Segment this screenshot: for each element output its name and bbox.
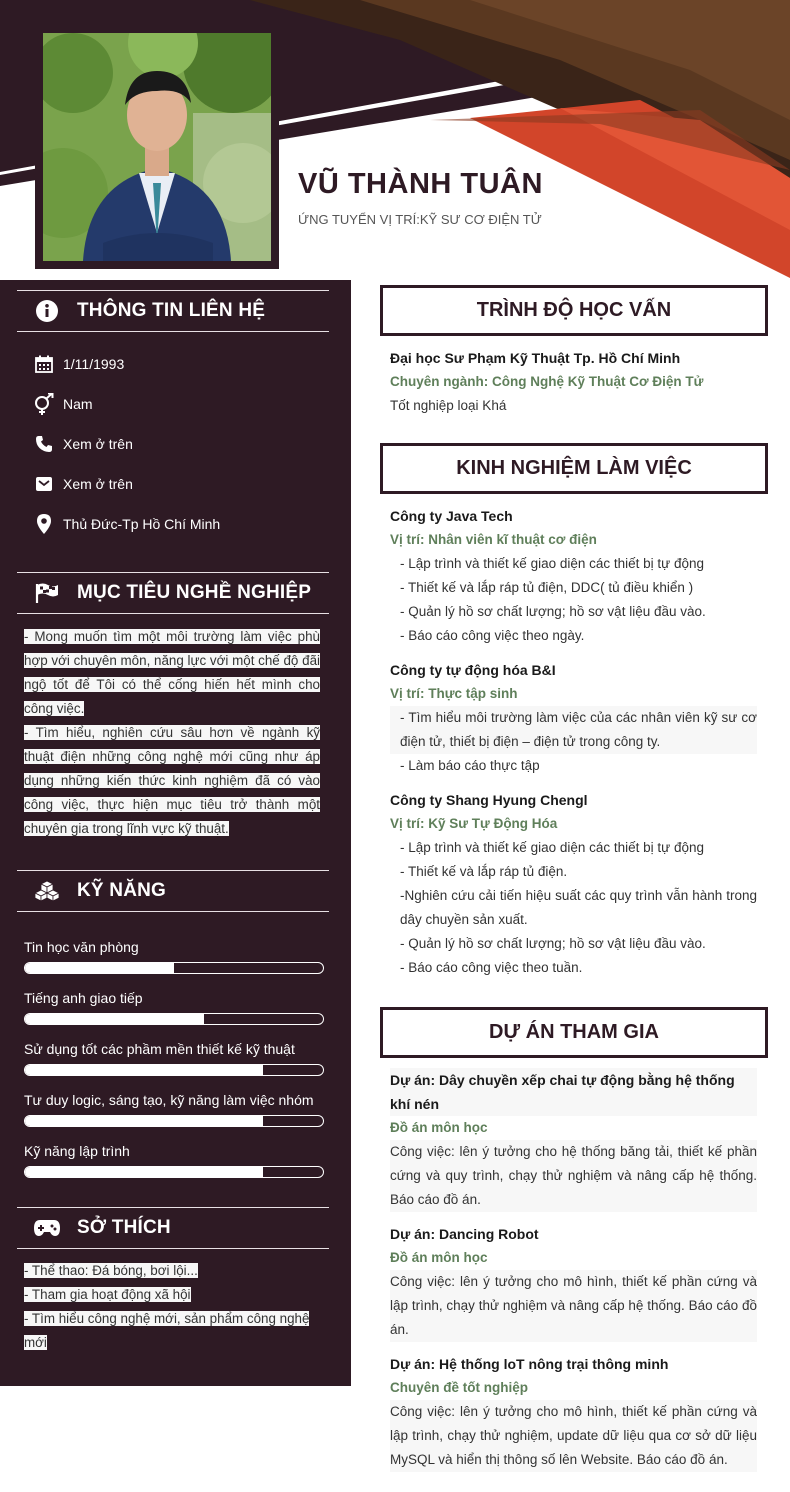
phone-text: Xem ở trên	[63, 436, 133, 452]
project-name: Dự án: Dây chuyền xếp chai tự động bằng hệ thống khí nén	[390, 1068, 757, 1116]
skill-name: Kỹ năng lập trình	[24, 1143, 130, 1159]
skill-name: Tin học văn phòng	[24, 939, 139, 955]
project-type: Đồ án môn học	[390, 1250, 488, 1265]
project-name: Dự án: Hệ thống loT nông trại thông minh	[390, 1356, 669, 1372]
task-item: - Tìm hiểu môi trường làm việc của các nhân viên kỹ sư cơ điện tử, thiết bị điện – điện tử trong công ty.	[390, 706, 757, 754]
projects-section-header: DỰ ÁN THAM GIA	[380, 1007, 768, 1058]
skill-item	[24, 1143, 324, 1178]
job-role: Vị trí: Kỹ Sư Tự Động Hóa	[390, 816, 558, 831]
task-list	[390, 552, 757, 648]
skill-name: Tư duy logic, sáng tạo, kỹ năng làm việc nhóm	[24, 1092, 314, 1108]
contact-birthday	[32, 352, 124, 376]
flag-icon	[32, 578, 62, 608]
skill-bar-fill	[25, 1014, 204, 1024]
contact-section-title: THÔNG TIN LIÊN HỆ	[77, 300, 266, 321]
objective-text	[24, 625, 320, 841]
skill-item	[24, 1041, 324, 1076]
contact-section-header	[17, 290, 329, 332]
task-item: -Nghiên cứu cải tiến hiệu suất các quy trình vẫn hành trong dây chuyền sản xuất.	[400, 888, 757, 927]
cubes-icon	[32, 876, 62, 906]
hobbies-section-title: SỞ THÍCH	[77, 1217, 171, 1238]
experience-section-header: KINH NGHIỆM LÀM VIỆC	[380, 443, 768, 494]
skills-section-title: KỸ NĂNG	[77, 880, 167, 901]
contact-address	[32, 512, 220, 536]
company-name: Công ty Java Tech	[390, 508, 513, 524]
skill-bar	[24, 1115, 324, 1127]
sidebar	[0, 280, 351, 1386]
hobby-item: - Tìm hiểu công nghệ mới, sản phẩm công nghệ mới	[24, 1311, 310, 1350]
objective-paragraph: - Mong muốn tìm một môi trường làm việc phù hợp với chuyên môn, năng lực với một chế độ đãi ngộ tốt để Tôi có thể cống hiến hết mình cho công việc.	[24, 629, 320, 716]
skill-bar	[24, 1166, 324, 1178]
task-item: - Thiết kế và lắp ráp tủ điện, DDC( tủ điều khiển )	[400, 580, 694, 595]
task-item: - Quản lý hồ sơ chất lượng; hồ sơ vật liệu đầu vào.	[400, 604, 706, 619]
project-entry	[390, 1222, 757, 1342]
location-icon	[32, 512, 56, 536]
job-role: Vị trí: Nhân viên kĩ thuật cơ điện	[390, 532, 597, 547]
contact-phone	[32, 432, 133, 456]
task-list	[390, 836, 757, 980]
address-text: Thủ Đức-Tp Hồ Chí Minh	[63, 516, 221, 532]
skill-item	[24, 1092, 324, 1127]
project-type: Chuyên đề tốt nghiệp	[390, 1380, 528, 1395]
hobby-item: - Tham gia hoạt động xã hội	[24, 1287, 191, 1302]
calendar-icon	[32, 352, 56, 376]
task-item: - Thiết kế và lắp ráp tủ điện.	[400, 864, 568, 879]
skill-item	[24, 939, 324, 974]
task-item: - Báo cáo công việc theo ngày.	[400, 628, 585, 643]
project-description: Công việc: lên ý tưởng cho mô hình, thiết kế phần cứng và lập trình, chạy thử nghiệm, update dữ liệu qua cơ sở dữ liệu MySQL và hiển thị thông số lên Website. Báo cáo đồ án.	[390, 1400, 757, 1472]
project-description: Công việc: lên ý tưởng cho hệ thống băng tải, thiết kế phần cứng và quy trình, chạy thử nghiệm và nâng cấp hệ thống. Báo cáo đồ án.	[390, 1140, 757, 1212]
company-name: Công ty tự động hóa B&I	[390, 662, 556, 678]
contact-email	[32, 472, 133, 496]
skill-name: Tiếng anh giao tiếp	[24, 990, 143, 1006]
task-item: - Quản lý hồ sơ chất lượng; hồ sơ vật liệu đầu vào.	[400, 936, 706, 951]
objective-paragraph: - Tìm hiểu, nghiên cứu sâu hơn về ngành kỹ thuật điện những công nghệ mới cũng như áp dụng những kiến thức kinh nghiệm đã có vào công việc, thực hiện mục tiêu trở thành một chuyên gia trong lĩnh vực kỹ thuật.	[24, 725, 320, 836]
avatar	[35, 25, 279, 269]
candidate-name: VŨ THÀNH TUÂN	[298, 168, 543, 200]
major: Chuyên ngành: Công Nghệ Kỹ Thuật Cơ Điện Tử	[390, 374, 704, 389]
hobbies-section-header	[17, 1207, 329, 1249]
birthday-text: 1/11/1993	[63, 356, 125, 372]
hobby-item: - Thể thao: Đá bóng, bơi lội...	[24, 1263, 198, 1278]
project-name: Dự án: Dancing Robot	[390, 1226, 539, 1242]
job-entry	[390, 788, 757, 980]
objective-section-title: MỤC TIÊU NGHỀ NGHIỆP	[77, 582, 312, 603]
skill-item	[24, 990, 324, 1025]
project-entry	[390, 1068, 757, 1212]
task-item: - Lập trình và thiết kế giao diện các thiết bị tự động	[400, 556, 704, 571]
education-entry	[390, 346, 757, 418]
project-type: Đồ án môn học	[390, 1120, 488, 1135]
gender-text: Nam	[63, 396, 93, 412]
gender-icon	[32, 392, 56, 416]
skill-bar-fill	[25, 963, 174, 973]
skill-bar	[24, 962, 324, 974]
email-text: Xem ở trên	[63, 476, 133, 492]
project-entry	[390, 1352, 757, 1472]
project-description: Công việc: lên ý tưởng cho mô hình, thiết kế phần cứng và lập trình, chạy thử nghiệm và nâng cấp hệ thống. Báo cáo đồ án.	[390, 1270, 757, 1342]
skill-bar	[24, 1013, 324, 1025]
skill-bar-fill	[25, 1065, 263, 1075]
resume-header	[0, 0, 790, 290]
task-item: - Báo cáo công việc theo tuần.	[400, 960, 583, 975]
skills-section-header	[17, 870, 329, 912]
contact-gender	[32, 392, 93, 416]
task-item: - Lập trình và thiết kế giao diện các thiết bị tự động	[400, 840, 704, 855]
skill-bar-fill	[25, 1167, 263, 1177]
email-icon	[32, 472, 56, 496]
skill-bar-fill	[25, 1116, 263, 1126]
job-entry	[390, 504, 757, 648]
school-name: Đại học Sư Phạm Kỹ Thuật Tp. Hồ Chí Minh	[390, 350, 681, 366]
education-section-header: TRÌNH ĐỘ HỌC VẤN	[380, 285, 768, 336]
skill-bar	[24, 1064, 324, 1076]
skill-name: Sử dụng tốt các phầm mền thiết kế kỹ thuật	[24, 1041, 295, 1057]
objective-section-header	[17, 572, 329, 614]
job-role: Vị trí: Thực tập sinh	[390, 686, 518, 701]
company-name: Công ty Shang Hyung Chengl	[390, 792, 588, 808]
applied-position: ỨNG TUYỂN VỊ TRÍ:KỸ SƯ CƠ ĐIỆN TỬ	[298, 212, 542, 227]
profile-photo	[43, 33, 271, 261]
graduation-result: Tốt nghiệp loại Khá	[390, 398, 507, 413]
gamepad-icon	[32, 1213, 62, 1243]
info-icon	[32, 296, 62, 326]
task-item: - Làm báo cáo thực tập	[400, 758, 540, 773]
job-entry	[390, 658, 757, 778]
phone-icon	[32, 432, 56, 456]
task-list	[390, 706, 757, 778]
